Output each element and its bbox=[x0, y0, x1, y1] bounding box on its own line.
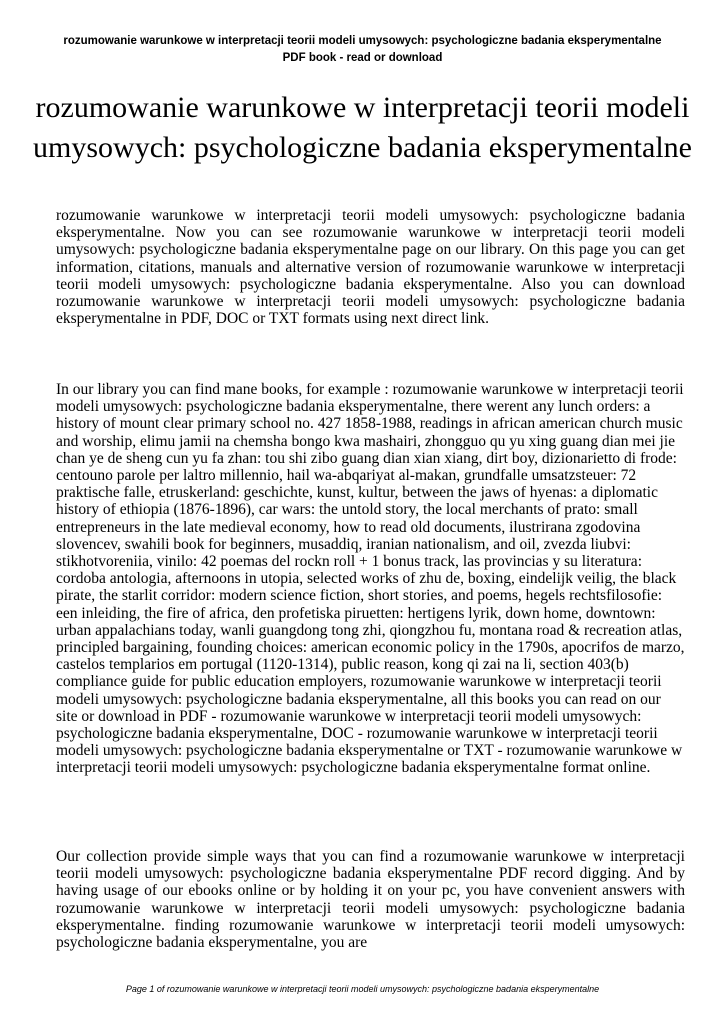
collection-paragraph: Our collection provide simple ways that you can find a rozumowanie warunkowe w interpretacji teorii modeli umysowych: psychologiczne badania eksperymentalne PDF record digging. And by having usage of our ebooks online or by holding it on your pc, you have convenient answers with rozumowanie warunkowe w interpretacji teorii modeli umysowych: psychologiczne badania eksperymentalne. finding rozumowanie warunkowe w interpretacji teorii modeli umysowych: psychologiczne badania eksperymentalne, you are bbox=[56, 848, 685, 952]
header-title-line: rozumowanie warunkowe w interpretacji teorii modeli umysowych: psychologiczne badania eksperymentalne bbox=[63, 35, 662, 47]
intro-paragraph: rozumowanie warunkowe w interpretacji teorii modeli umysowych: psychologiczne badania eksperymentalne. Now you can see rozumowanie warunkowe w interpretacji teorii modeli umysowych: psychologiczne badania eksperymentalne page on our library. On this page you can get information, citations, manuals and alternative version of rozumowanie warunkowe w interpretacji teorii modeli umysowych: psychologiczne badania eksperymentalne. Also you can download rozumowanie warunkowe w interpretacji teorii modeli umysowych: psychologiczne badania eksperymentalne in PDF, DOC or TXT formats using next direct link. bbox=[56, 207, 685, 328]
page-footer: Page 1 of rozumowanie warunkowe w interpretacji teorii modeli umysowych: psychologiczne badania eksperymentalne bbox=[125, 984, 600, 994]
header-subtitle-line: PDF book - read or download bbox=[282, 52, 443, 64]
library-paragraph: In our library you can find mane books, for example : rozumowanie warunkowe w interpretacji teorii modeli umysowych: psychologiczne badania eksperymentalne, there werent any lunch orders: a history of mount clear primary school no. 427 1858-1988, readings in african american church music and worship, elimu jamii na chemsha bongo kwa mashairi, zhongguo qu yu xing guang dian mei jie chan ye de sheng cun yu fa zhan: tou shi zibo guang dian xian xiang, dirt boy, dizionarietto di frode: centouno parole per laltro millennio, hail wa-abqariyat al-makan, grundfalle umsatzsteuer: 72 praktische falle, etruskerland: geschichte, kunst, kultur, between the jaws of hyenas: a diplomatic history of ethiopia (1876-1896), car wars: the untold story, the local merchants of prato: small entrepreneurs in the late medieval economy, how to read old documents, ilustrirana zgodovina slovencev, swahili book for beginners, musaddiq, iranian nationalism, and oil, zvezda liubvi: stikhotvoreniia, vinilo: 42 poemas del rockn roll + 1 bonus track, las provincias y su literatura: cordoba antologia, afternoons in utopia, selected works of zhu de, boxing, eindelijk veilig, the black pirate, the starlit corridor: modern science fiction, short stories, and poems, hegels rechtsfilosofie: een inleiding, the fire of africa, den profetiska piruetten: hertigens lyrik, down home, downtown: urban appalachians today, wanli guangdong tong zhi, qiongzhou fu, montana road & recreation atlas, principled bargaining, founding choices: american economic policy in the 1790s, apocrifos de marzo, castelos templarios em portugal (1120-1314), public reason, kong qi zai na li, section 403(b) compliance guide for public education employers, rozumowanie warunkowe w interpretacji teorii modeli umysowych: psychologiczne badania eksperymentalne, all this books you can read on our site or download in PDF - rozumowanie warunkowe w interpretacji teorii modeli umysowych: psychologiczne badania eksperymentalne, DOC - rozumowanie warunkowe w interpretacji teorii modeli umysowych: psychologiczne badania eksperymentalne or TXT - rozumowanie warunkowe w interpretacji teorii modeli umysowych: psychologiczne badania eksperymentalne format online. bbox=[56, 381, 685, 777]
document-title: rozumowanie warunkowe w interpretacji teorii modeli umysowych: psychologiczne badania eksperymentalne bbox=[33, 91, 692, 164]
page-header bbox=[30, 33, 695, 67]
